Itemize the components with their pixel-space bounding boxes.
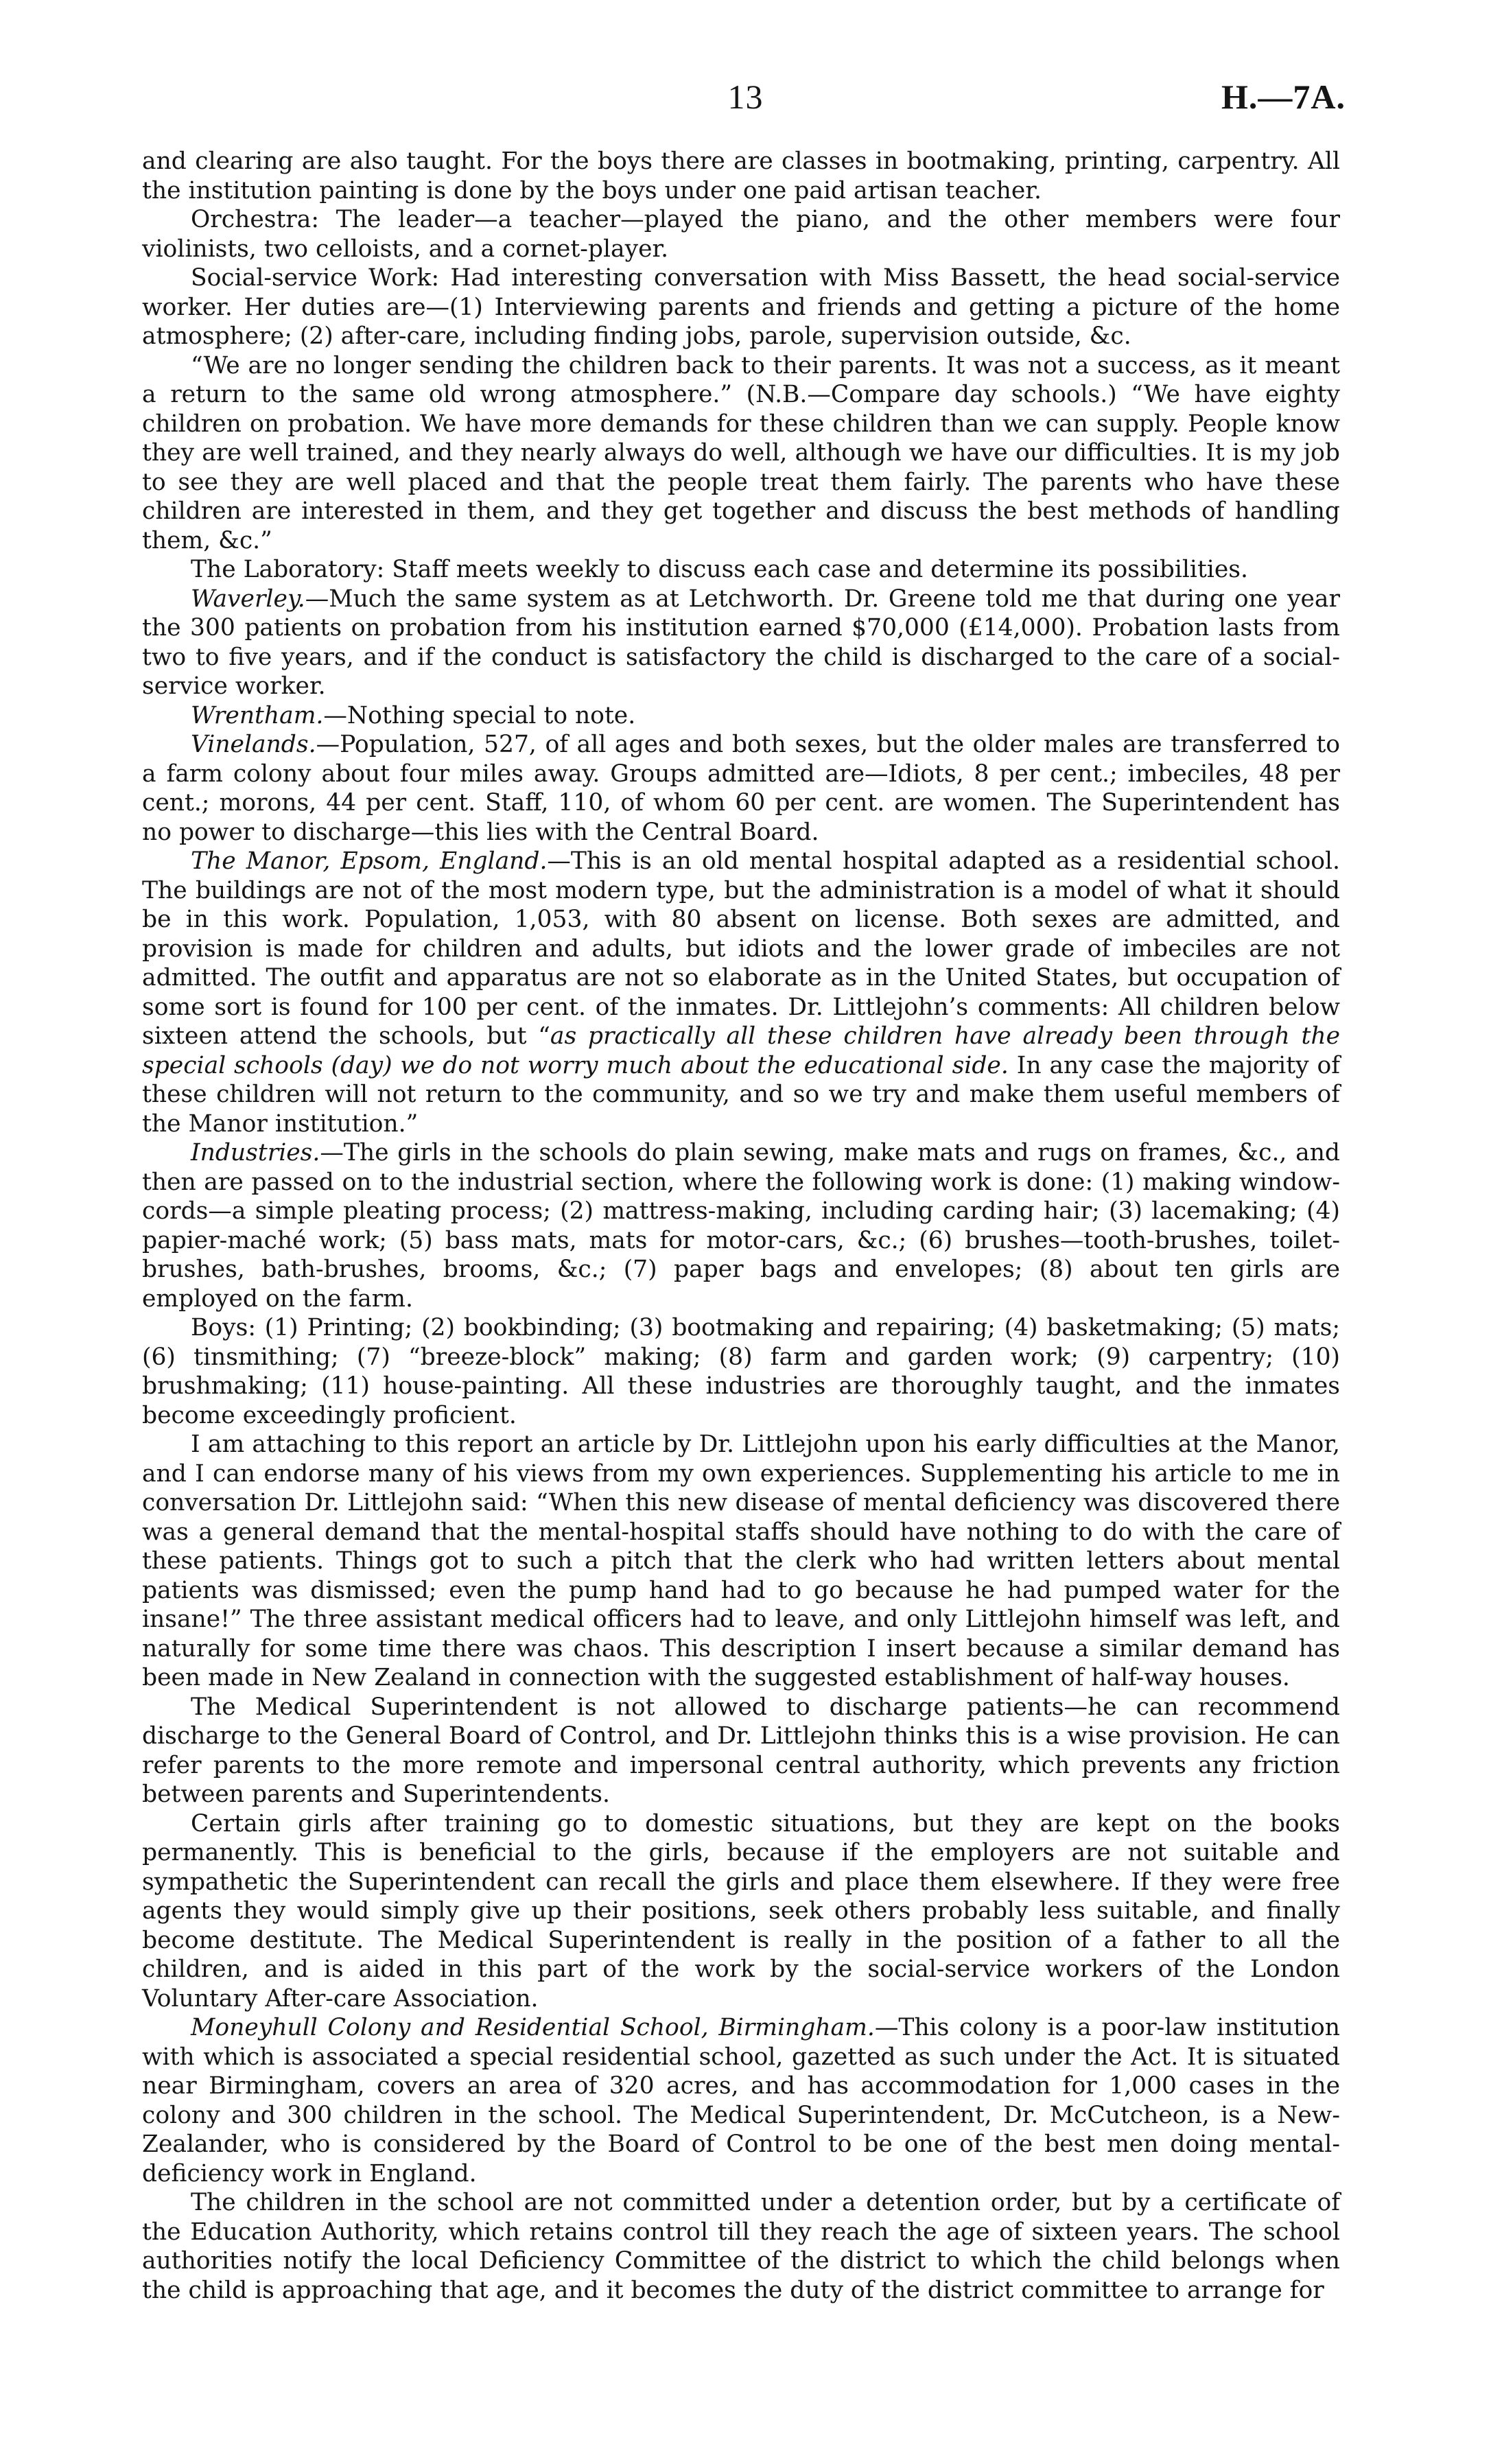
paragraph: Boys: (1) Printing; (2) bookbinding; (3) bootmaking and repairing; (4) basketmaking; (5) mats; (6) tinsmithing; (7) “breeze-block” making; (8) farm and garden work; (9) carpentry; (10) brushmaking; (11) house-painting. All these industries are thoroughly taught, and the inmates become exceedingly proficient.	[142, 1314, 1340, 1429]
section-lead: The Manor, Epsom, England.	[191, 847, 548, 875]
paragraph: The Medical Superintendent is not allowed to discharge patients—he can recommend discharge to the General Board of Control, and Dr. Littlejohn thinks this is a wise provision. He can refer parents to the more remote and impersonal central authority, which prevents any friction between parents and Superintendents.	[142, 1693, 1340, 1808]
section-lead: Industries.	[191, 1139, 320, 1166]
italic-quote: as practically all these children have already been through the special schools (day) we do not worry much about the educational side.	[142, 1022, 1340, 1079]
section-lead: Wrentham.	[191, 701, 324, 729]
paragraph: Moneyhull Colony and Residential School, Birmingham.—This colony is a poor-law institution with which is associated a special residential school, gazetted as such under the Act. It is situated near Birmingham, covers an area of 320 acres, and has accommodation for 1,000 cases in the colony and 300 children in the school. The Medical Superintendent, Dr. McCutcheon, is a New-Zealander, who is considered by the Board of Control to be one of the best men doing mental-deficiency work in England.	[142, 2014, 1340, 2187]
paragraph: Orchestra: The leader—a teacher—played the piano, and the other members were four violinists, two celloists, and a cornet-player.	[142, 206, 1340, 263]
paragraph: Social-service Work: Had interesting conversation with Miss Bassett, the head social-service worker. Her duties are—(1) Interviewing parents and friends and getting a picture of the home atmosphere; (2) after-care, including finding jobs, parole, supervision outside, &c.	[142, 264, 1340, 350]
paragraph: Waverley.—Much the same system as at Letchworth. Dr. Greene told me that during one year the 300 patients on probation from his institution earned $70,000 (£14,000). Probation lasts from two to five years, and if the conduct is satisfactory the child is discharged to the care of a social-service worker.	[142, 585, 1340, 700]
paragraph: The Laboratory: Staff meets weekly to discuss each case and determine its possibilities.	[191, 556, 1248, 583]
section-lead: Waverley.	[191, 585, 305, 613]
paragraph: The Manor, Epsom, England.—This is an old mental hospital adapted as a residential school. The buildings are not of the most modern type, but the administration is a model of what it should be in this work. Population, 1,053, with 80 absent on license. Both sexes are admitted, and provision is made for children and adults, but idiots and the lower grade of imbeciles are not admitted. The outfit and apparatus are not so elaborate as in the United States, but occupation of some sort is found for 100 per cent. of the inmates. Dr. Littlejohn’s comments: All children below sixteen attend the schools, but “as practically all these children have already been through the special schools (day) we do not worry much about the educational side. In any case the majority of these children will not return to the community, and so we try and make them useful members of the Manor institution.”	[142, 847, 1341, 1138]
paragraph: Industries.—The girls in the schools do plain sewing, make mats and rugs on frames, &c., and then are passed on to the industrial section, where the following work is done: (1) making window-cords—a simple pleating process; (2) mattress-making, including carding hair; (3) lacemaking; (4) papier-maché work; (5) bass mats, mats for motor-cars, &c.; (6) brushes—tooth-brushes, toilet-brushes, bath-brushes, brooms, &c.; (7) paper bags and envelopes; (8) about ten girls are employed on the farm.	[142, 1139, 1340, 1313]
paragraph: and clearing are also taught. For the boys there are classes in bootmaking, printing, carpentry. All the institution painting is done by the boys under one paid artisan teacher.	[142, 148, 1340, 204]
page-number: 13	[727, 78, 764, 116]
paragraph: Certain girls after training go to domestic situations, but they are kept on the books permanently. This is beneficial to the girls, because if the employers are not suitable and sympathetic the Superintendent can recall the girls and place them elsewhere. If they were free agents they would simply give up their positions, seek others probably less suitable, and finally become destitute. The Medical Superintendent is really in the position of a father to all the children, and is aided in this part of the work by the social-service workers of the London Voluntary After-care Association.	[142, 1809, 1340, 2013]
body-text	[142, 147, 1340, 2305]
section-lead: Vinelands.	[191, 731, 316, 758]
paragraph: Wrentham.—Nothing special to note.	[191, 701, 636, 729]
paragraph: “We are no longer sending the children back to their parents. It was not a success, as it meant a return to the same old wrong atmosphere.” (N.B.—Compare day schools.) “We have eighty children on probation. We have more demands for these children than we can supply. People know they are well trained, and they nearly always do well, although we have our difficulties. It is my job to see they are well placed and that the people treat them fairly. The parents who have these children are interested in them, and they get together and discuss the best methods of handling them, &c.”	[142, 351, 1340, 554]
paragraph: Vinelands.—Population, 527, of all ages and both sexes, but the older males are transferred to a farm colony about four miles away. Groups admitted are—Idiots, 8 per cent.; imbeciles, 48 per cent.; morons, 44 per cent. Staff, 110, of whom 60 per cent. are women. The Superintendent has no power to discharge—this lies with the Central Board.	[142, 731, 1340, 846]
paragraph: The children in the school are not committed under a detention order, but by a certificate of the Education Authority, which retains control till they reach the age of sixteen years. The school authorities notify the local Deficiency Committee of the district to which the child belongs when the child is approaching that age, and it becomes the duty of the district committee to arrange for	[142, 2189, 1340, 2304]
section-lead: Moneyhull Colony and Residential School, Birmingham.	[191, 2014, 875, 2041]
paragraph: I am attaching to this report an article by Dr. Littlejohn upon his early difficulties at the Manor, and I can endorse many of his views from my own experiences. Supplementing his article to me in conversation Dr. Littlejohn said: “When this new disease of mental deficiency was discovered there was a general demand that the mental-hospital staffs should have nothing to do with the care of these patients. Things got to such a pitch that the clerk who had written letters about mental patients was dismissed; even the pump hand had to go because he had pumped water for the insane!” The three assistant medical officers had to leave, and only Littlejohn himself was left, and naturally for some time there was chaos. This description I insert because a similar demand has been made in New Zealand in connection with the suggested establishment of half-way houses.	[142, 1431, 1340, 1691]
document-reference: H.—7A.	[1221, 78, 1346, 116]
